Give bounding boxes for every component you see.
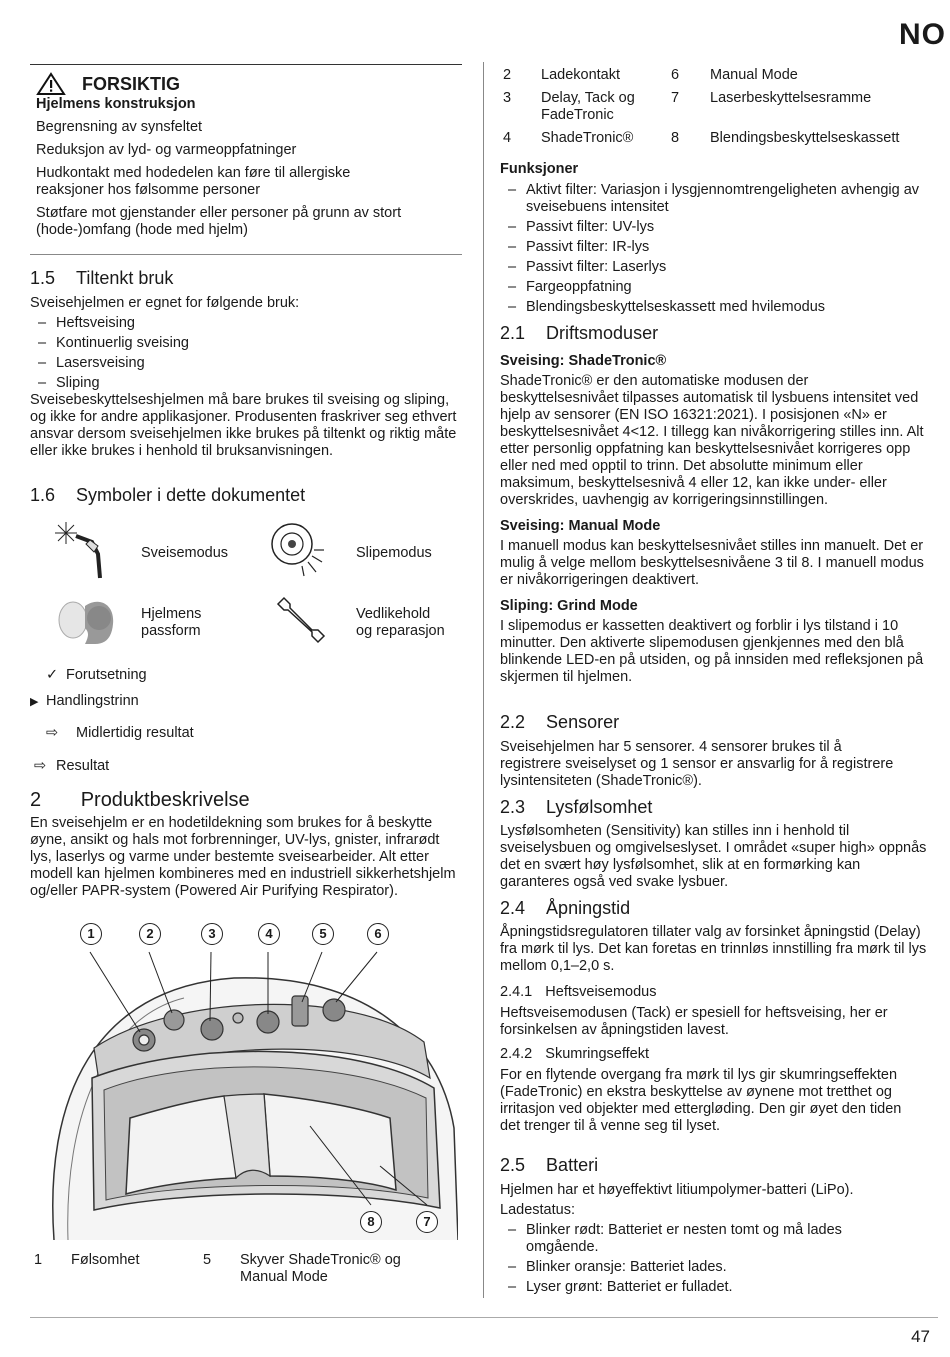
grinding-disc-icon [268, 520, 328, 578]
legend-label: ShadeTronic® [541, 130, 634, 146]
section-body [30, 295, 462, 460]
list-item: – Fargeoppfatning [500, 279, 920, 296]
subsection-heading [500, 1046, 928, 1063]
chapter-number: 2 [30, 789, 42, 811]
interim-row [46, 725, 194, 742]
section-body [500, 353, 926, 686]
functions-title: Funksjoner [500, 161, 579, 177]
welding-torch-icon [52, 520, 124, 584]
callout-marker: 2 [139, 923, 161, 945]
footer-rule [30, 1317, 938, 1318]
symbol-label-maintenance [356, 606, 445, 640]
section-heading [30, 485, 305, 505]
interim-label: Midlertidig resultat [76, 725, 194, 741]
section-title: Sensorer [546, 712, 620, 732]
subsection-title: Heftsveisemodus [545, 984, 657, 1000]
legend-number: 1 [34, 1252, 43, 1268]
section-number: 1.5 [30, 268, 56, 288]
subsection-title: Sliping: Grind Mode [500, 598, 638, 614]
paragraph: Lysfølsomheten (Sensitivity) kan stilles inn i henhold til sveiselysbuen og omgivelseslyset. I området «super high» oppnås det en svært høy lysfølsomhet, slik at en formørking kan garanteres også ved svake lysbuer. [500, 823, 927, 890]
section-number: 2.2 [500, 712, 526, 732]
legend-label: Ladekontakt [541, 67, 621, 83]
callout-marker: 1 [80, 923, 102, 945]
list-item: – Sliping [30, 375, 462, 392]
legend-number: 4 [503, 130, 512, 146]
list-item: – Passivt filter: IR-lys [500, 239, 920, 256]
result-row [34, 758, 109, 775]
caution-item: Reduksjon av lyd- og varmeoppfatninger [36, 142, 297, 158]
subsection-title: Sveising: Manual Mode [500, 518, 661, 534]
paragraph: Sveisebeskyttelseshjelmen må bare brukes til sveising og sliping, og ikke for andre applikasjoner. Produsenten fraskriver seg ethvert ansvar dersom sveisehjelmen ikke brukes på tiltenkt og riktig måte eller ikke brukes i henhold til bruksanvisningen. [30, 392, 457, 459]
list-item: – Blinker oransje: Batteriet lades. [500, 1259, 920, 1276]
result-label: Resultat [56, 758, 110, 774]
maint-line: Vedlikehold [356, 606, 431, 622]
callout-marker: 6 [367, 923, 389, 945]
helmet-illustration [34, 918, 458, 1240]
paragraph: I slipemodus er kassetten deaktivert og forblir i lys tilstand i 10 minutter. Den aktiverte slipemodusen gjenkjennes med den blå blinkende LED-en på utsiden, og på innsiden med refleksjonen på skjermen til hjelmen. [500, 618, 924, 685]
section-heading [500, 898, 630, 918]
paragraph: En sveisehjelm er en hodetildekning som brukes for å beskytte øyne, ansikt og hals mot forbrenninger, UV-lys, gnister, infrarødt lys, laserlys og varme under bestemte sveisearbeider. Alt etter modell kan hjelmen kombineres med en industriell sikkerhetshjelm og/eller PAPR-system (Powered Air Purifying Respirator). [30, 815, 456, 899]
paragraph: Åpningstidsregulatoren tillater valg av forsinket åpningstid (Delay) fra mørk til lys. Det kan foretas en trinnløs innstilling fra mørk til lys mellom 0,1–2,0 s. [500, 924, 927, 974]
paragraph: Hjelmen har et høyeffektivt litiumpolymer-batteri (LiPo). [500, 1182, 854, 1198]
legend-label: Blendingsbeskyttelseskassett [710, 130, 900, 146]
step-row [30, 693, 139, 711]
functions-block [500, 161, 920, 316]
legend-number: 5 [203, 1252, 212, 1268]
status-label: Ladestatus: [500, 1202, 575, 1218]
step-label: Handlingstrinn [46, 693, 139, 709]
list-item: – Aktivt filter: Variasjon i lysgjennomtrengeligheten avhengig av sveisebuens intensitet [500, 182, 920, 216]
page-number: 47 [911, 1327, 930, 1346]
fit-line: passform [141, 623, 201, 639]
subsection-heading [500, 984, 928, 1001]
list-item: – Kontinuerlig sveising [30, 335, 462, 352]
section-number: 2.1 [500, 323, 526, 343]
section-title: Åpningstid [546, 898, 631, 918]
legend-label: Følsomhet [71, 1252, 140, 1268]
helmet-fit-icon [55, 596, 117, 646]
list-item: – Passivt filter: UV-lys [500, 219, 920, 236]
subsection-title: Skumringseffekt [545, 1046, 649, 1062]
section-body [500, 1182, 920, 1296]
caution-top-rule [30, 64, 462, 65]
caution-item: Hudkontakt med hodedelen kan føre til allergiske reaksjoner hos følsomme personer [36, 165, 351, 198]
subsection-number: 2.4.2 [500, 1046, 533, 1062]
section-heading [30, 268, 173, 288]
legend-label: Manual Mode [710, 67, 798, 83]
subsection-title: Sveising: ShadeTronic® [500, 353, 667, 369]
symbol-label-grinding: Slipemodus [356, 545, 432, 561]
caution-box [36, 72, 460, 239]
wrench-icon [272, 596, 328, 644]
section-heading [500, 323, 658, 343]
section-heading [500, 712, 619, 732]
paragraph: I manuell modus kan beskyttelsesnivået stilles inn manuelt. Det er mulig å velge mellom beskyttelsesnivåene 3 til 8. I manuell modus er nivåkorrigeringen deaktivert. [500, 538, 924, 588]
caution-subtitle: Hjelmens konstruksjon [36, 96, 196, 112]
legend-label: Skyver ShadeTronic® og Manual Mode [240, 1252, 401, 1285]
paragraph: Sveisehjelmen har 5 sensorer. 4 sensorer brukes til å registrere sveiselyset og 1 sensor er ansvarlig for å registrere lysintensiteten (ShadeTronic®). [500, 739, 894, 789]
legend-label: Laserbeskyttelsesramme [710, 90, 872, 106]
subsection-number: 2.4.1 [500, 984, 533, 1000]
caution-item: Støtfare mot gjenstander eller personer på grunn av stort (hode-)omfang (hode med hjelm) [36, 205, 402, 238]
section-number: 2.3 [500, 797, 526, 817]
triangle-right-icon: ▶ [30, 696, 39, 708]
warning-icon [36, 72, 66, 96]
chapter-title: Produktbeskrivelse [80, 789, 250, 811]
list-item: – Blinker rødt: Batteriet er nesten tomt og må lades omgående. [500, 1222, 906, 1256]
paragraph: Heftsveisemodusen (Tack) er spesiell for heftsveising, her er forsinkelsen av åpningstiden lavest. [500, 1005, 888, 1038]
list-item: – Heftsveising [30, 315, 462, 332]
callout-marker: 8 [360, 1211, 382, 1233]
list-item: – Lasersveising [30, 355, 462, 372]
chapter-heading [30, 789, 250, 811]
language-code: NO [899, 18, 946, 51]
arrow-right-icon: ⇨ [34, 758, 47, 774]
paragraph: For en flytende overgang fra mørk til lys gir skumringseffekten (FadeTronic) en ekstra beskyttelse av øynene mot tretthet og irritasjon ved objekter med ettergløding. Den gir øyet den tiden det trenger til å venne seg til lyset. [500, 1067, 902, 1134]
list-item: – Lyser grønt: Batteriet er fulladet. [500, 1279, 920, 1296]
intro-text: Sveisehjelmen er egnet for følgende bruk: [30, 295, 300, 311]
prerequisite-label: Forutsetning [66, 667, 147, 683]
legend-number: 8 [671, 130, 680, 146]
prerequisite-row [46, 667, 147, 684]
paragraph: ShadeTronic® er den automatiske modusen der beskyttelsesnivået tilpasses automatisk til lysbuens intensitet ved hjelp av sensorer (EN ISO 16321:2021). I posisjonen «N» er beskyttelsesnivået 4<12. I tillegg kan nivåkorrigering stilles inn. Alt etter personlig oppfatning kan beskyttelsesnivået korrigeres opp eller ned med opptil to trinn. Det absolutte minimum eller maksimum, beskyttelsesnivå 4 eller 12, kan ikke under- eller overskrides, uavhengig av korrigeringsinnstillingen. [500, 373, 924, 508]
section-number: 1.6 [30, 485, 56, 505]
legend-number: 3 [503, 90, 512, 106]
callout-marker: 4 [258, 923, 280, 945]
arrow-right-icon: ⇨ [46, 725, 59, 741]
section-title: Symboler i dette dokumentet [76, 485, 306, 505]
check-icon: ✓ [46, 667, 59, 683]
column-divider [483, 62, 484, 1298]
section-heading [500, 797, 652, 817]
legend-label: Delay, Tack og FadeTronic [541, 90, 635, 123]
section-heading [500, 1155, 598, 1175]
section-number: 2.5 [500, 1155, 526, 1175]
caution-item: Begrensning av synsfeltet [36, 119, 203, 135]
caution-bottom-rule [30, 254, 462, 255]
section-title: Driftsmoduser [546, 323, 659, 343]
list-item: – Passivt filter: Laserlys [500, 259, 920, 276]
legend-number: 2 [503, 67, 512, 83]
section-body [500, 924, 928, 1135]
list-item: – Blendingsbeskyttelseskassett med hvilemodus [500, 299, 920, 316]
section-title: Lysfølsomhet [546, 797, 653, 817]
caution-title: FORSIKTIG [82, 73, 180, 94]
callout-marker: 7 [416, 1211, 438, 1233]
section-title: Tiltenkt bruk [76, 268, 174, 288]
symbol-label-fit [141, 606, 201, 640]
callout-marker: 5 [312, 923, 334, 945]
symbol-label-welding: Sveisemodus [141, 545, 229, 561]
fit-line: Hjelmens [141, 606, 202, 622]
legend-number: 6 [671, 67, 680, 83]
section-title: Batteri [546, 1155, 599, 1175]
callout-marker: 3 [201, 923, 223, 945]
legend-number: 7 [671, 90, 680, 106]
maint-line: og reparasjon [356, 623, 445, 639]
section-number: 2.4 [500, 898, 526, 918]
